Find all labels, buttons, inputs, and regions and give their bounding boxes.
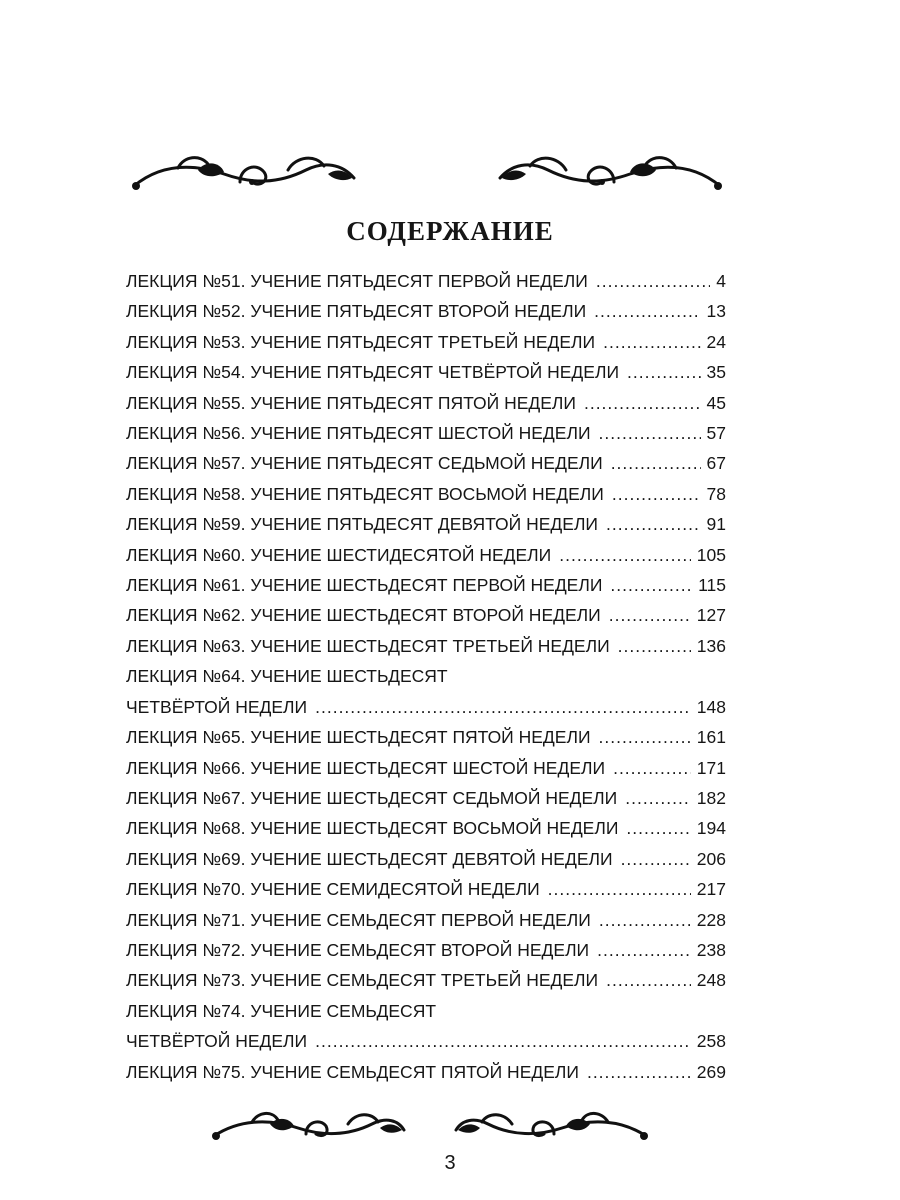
toc-entry-title: ЛЕКЦИЯ №59. УЧЕНИЕ ПЯТЬДЕСЯТ ДЕВЯТОЙ НЕДЕЛИ bbox=[126, 514, 599, 535]
toc-entry-title: ЛЕКЦИЯ №74. УЧЕНИЕ СЕМЬДЕСЯТ bbox=[126, 1000, 437, 1021]
toc-entry-title: ЛЕКЦИЯ №70. УЧЕНИЕ СЕМИДЕСЯТОЙ НЕДЕЛИ bbox=[126, 879, 540, 900]
toc-entry bbox=[126, 266, 726, 296]
dot-leader bbox=[603, 327, 700, 357]
toc-entry bbox=[126, 1057, 726, 1087]
page-number: 3 bbox=[444, 1152, 456, 1174]
toc-entry bbox=[126, 509, 726, 539]
toc-entry bbox=[126, 996, 726, 1057]
toc-entry-page: 91 bbox=[706, 514, 726, 535]
ornament-bottom-right-icon bbox=[452, 1106, 652, 1150]
toc-entry-page: 105 bbox=[696, 544, 726, 565]
toc-entry-title: ЛЕКЦИЯ №73. УЧЕНИЕ СЕМЬДЕСЯТ ТРЕТЬЕЙ НЕДЕЛИ bbox=[126, 970, 599, 991]
toc-entry bbox=[126, 327, 726, 357]
toc-entry bbox=[126, 388, 726, 418]
dot-leader bbox=[315, 1026, 691, 1056]
toc-entry bbox=[126, 600, 726, 630]
toc-entry-title: ЛЕКЦИЯ №53. УЧЕНИЕ ПЯТЬДЕСЯТ ТРЕТЬЕЙ НЕДЕЛИ bbox=[126, 331, 596, 352]
toc-entry-page: 248 bbox=[696, 970, 726, 991]
toc-entry-title: ЛЕКЦИЯ №58. УЧЕНИЕ ПЯТЬДЕСЯТ ВОСЬМОЙ НЕДЕЛИ bbox=[126, 483, 604, 504]
toc-entry-page: 228 bbox=[696, 909, 726, 930]
toc-entry-page: 269 bbox=[696, 1061, 726, 1082]
ornament-top-left-icon bbox=[128, 148, 360, 198]
toc-entry-page: 57 bbox=[706, 423, 726, 444]
toc-entry-page: 67 bbox=[706, 453, 726, 474]
dot-leader bbox=[599, 418, 701, 448]
dot-leader bbox=[315, 692, 691, 722]
toc-entry-page: 136 bbox=[696, 635, 726, 656]
toc-entry-page: 78 bbox=[706, 483, 726, 504]
toc-entry bbox=[126, 905, 726, 935]
toc-entry-page: 194 bbox=[696, 818, 726, 839]
toc-entry-title: ЛЕКЦИЯ №72. УЧЕНИЕ СЕМЬДЕСЯТ ВТОРОЙ НЕДЕЛИ bbox=[126, 939, 590, 960]
dot-leader bbox=[599, 905, 691, 935]
toc-entry bbox=[126, 418, 726, 448]
dot-leader bbox=[611, 448, 701, 478]
dot-leader bbox=[626, 813, 690, 843]
toc-entry-title: ЛЕКЦИЯ №68. УЧЕНИЕ ШЕСТЬДЕСЯТ ВОСЬМОЙ НЕДЕЛИ bbox=[126, 818, 619, 839]
dot-leader bbox=[621, 844, 691, 874]
toc-entry-page: 13 bbox=[706, 301, 726, 322]
toc-entry-page: 45 bbox=[706, 392, 726, 413]
toc-entry-page: 206 bbox=[696, 848, 726, 869]
toc-entry-title: ЛЕКЦИЯ №56. УЧЕНИЕ ПЯТЬДЕСЯТ ШЕСТОЙ НЕДЕЛИ bbox=[126, 423, 591, 444]
table-of-contents bbox=[126, 266, 726, 1087]
dot-leader bbox=[597, 935, 691, 965]
dot-leader bbox=[606, 509, 701, 539]
toc-entry-title: ЛЕКЦИЯ №65. УЧЕНИЕ ШЕСТЬДЕСЯТ ПЯТОЙ НЕДЕЛИ bbox=[126, 727, 591, 748]
toc-entry-page: 161 bbox=[696, 727, 726, 748]
toc-entry-page: 127 bbox=[696, 605, 726, 626]
dot-leader bbox=[559, 540, 691, 570]
toc-entry-title: ЛЕКЦИЯ №75. УЧЕНИЕ СЕМЬДЕСЯТ ПЯТОЙ НЕДЕЛИ bbox=[126, 1061, 579, 1082]
toc-entry-title: ЛЕКЦИЯ №66. УЧЕНИЕ ШЕСТЬДЕСЯТ ШЕСТОЙ НЕДЕЛИ bbox=[126, 757, 606, 778]
dot-leader bbox=[548, 874, 691, 904]
toc-entry-title: ЛЕКЦИЯ №57. УЧЕНИЕ ПЯТЬДЕСЯТ СЕДЬМОЙ НЕДЕЛИ bbox=[126, 453, 603, 474]
toc-entry bbox=[126, 296, 726, 326]
toc-entry-page: 4 bbox=[716, 271, 726, 291]
toc-entry-page: 238 bbox=[696, 939, 726, 960]
page-title: СОДЕРЖАНИЕ bbox=[346, 216, 554, 246]
toc-entry-page: 171 bbox=[696, 757, 726, 778]
toc-entry bbox=[126, 935, 726, 965]
toc-entry-title: ЛЕКЦИЯ №69. УЧЕНИЕ ШЕСТЬДЕСЯТ ДЕВЯТОЙ НЕДЕЛИ bbox=[126, 848, 613, 869]
toc-entry-title: ЛЕКЦИЯ №55. УЧЕНИЕ ПЯТЬДЕСЯТ ПЯТОЙ НЕДЕЛИ bbox=[126, 392, 576, 413]
toc-entry-title-continued: ЧЕТВЁРТОЙ НЕДЕЛИ bbox=[126, 696, 308, 717]
dot-leader bbox=[599, 722, 691, 752]
toc-entry-title: ЛЕКЦИЯ №71. УЧЕНИЕ СЕМЬДЕСЯТ ПЕРВОЙ НЕДЕЛИ bbox=[126, 909, 591, 930]
toc-entry bbox=[126, 631, 726, 661]
toc-entry bbox=[126, 479, 726, 509]
toc-entry-title: ЛЕКЦИЯ №62. УЧЕНИЕ ШЕСТЬДЕСЯТ ВТОРОЙ НЕДЕЛИ bbox=[126, 605, 601, 626]
toc-entry bbox=[126, 783, 726, 813]
dot-leader bbox=[606, 965, 691, 995]
toc-entry bbox=[126, 570, 726, 600]
toc-entry bbox=[126, 722, 726, 752]
dot-leader bbox=[587, 1057, 691, 1087]
toc-entry-page: 115 bbox=[698, 575, 726, 596]
toc-entry bbox=[126, 965, 726, 995]
toc-entry-page: 35 bbox=[706, 362, 726, 383]
ornament-top-right-icon bbox=[494, 148, 726, 198]
toc-entry-title: ЛЕКЦИЯ №64. УЧЕНИЕ ШЕСТЬДЕСЯТ bbox=[126, 666, 448, 687]
dot-leader bbox=[625, 783, 691, 813]
ornament-bottom-left-icon bbox=[208, 1106, 408, 1150]
dot-leader bbox=[612, 479, 701, 509]
toc-entry bbox=[126, 448, 726, 478]
dot-leader bbox=[613, 753, 691, 783]
dot-leader bbox=[584, 388, 701, 418]
dot-leader bbox=[610, 570, 692, 600]
dot-leader bbox=[627, 357, 701, 387]
toc-entry-title: ЛЕКЦИЯ №52. УЧЕНИЕ ПЯТЬДЕСЯТ ВТОРОЙ НЕДЕЛИ bbox=[126, 301, 587, 322]
toc-entry-page: 182 bbox=[696, 787, 726, 808]
dot-leader bbox=[596, 266, 710, 296]
toc-entry bbox=[126, 753, 726, 783]
toc-entry-title: ЛЕКЦИЯ №54. УЧЕНИЕ ПЯТЬДЕСЯТ ЧЕТВЁРТОЙ НЕДЕЛИ bbox=[126, 362, 620, 383]
dot-leader bbox=[594, 296, 700, 326]
toc-entry bbox=[126, 844, 726, 874]
toc-entry-title: ЛЕКЦИЯ №60. УЧЕНИЕ ШЕСТИДЕСЯТОЙ НЕДЕЛИ bbox=[126, 544, 552, 565]
dot-leader bbox=[618, 631, 691, 661]
toc-entry-title: ЛЕКЦИЯ №67. УЧЕНИЕ ШЕСТЬДЕСЯТ СЕДЬМОЙ НЕДЕЛИ bbox=[126, 787, 618, 808]
toc-entry-page: 148 bbox=[696, 696, 726, 717]
toc-entry bbox=[126, 540, 726, 570]
toc-entry-title: ЛЕКЦИЯ №61. УЧЕНИЕ ШЕСТЬДЕСЯТ ПЕРВОЙ НЕДЕЛИ bbox=[126, 575, 603, 596]
toc-entry bbox=[126, 813, 726, 843]
toc-entry-title: ЛЕКЦИЯ №63. УЧЕНИЕ ШЕСТЬДЕСЯТ ТРЕТЬЕЙ НЕДЕЛИ bbox=[126, 635, 610, 656]
toc-entry-page: 217 bbox=[696, 879, 726, 900]
toc-entry bbox=[126, 661, 726, 722]
toc-entry-title: ЛЕКЦИЯ №51. УЧЕНИЕ ПЯТЬДЕСЯТ ПЕРВОЙ НЕДЕЛИ bbox=[126, 271, 588, 291]
toc-entry-page: 258 bbox=[696, 1031, 726, 1052]
toc-entry bbox=[126, 357, 726, 387]
toc-entry-title-continued: ЧЕТВЁРТОЙ НЕДЕЛИ bbox=[126, 1031, 308, 1052]
toc-entry-page: 24 bbox=[706, 331, 726, 352]
toc-entry bbox=[126, 874, 726, 904]
dot-leader bbox=[609, 600, 691, 630]
